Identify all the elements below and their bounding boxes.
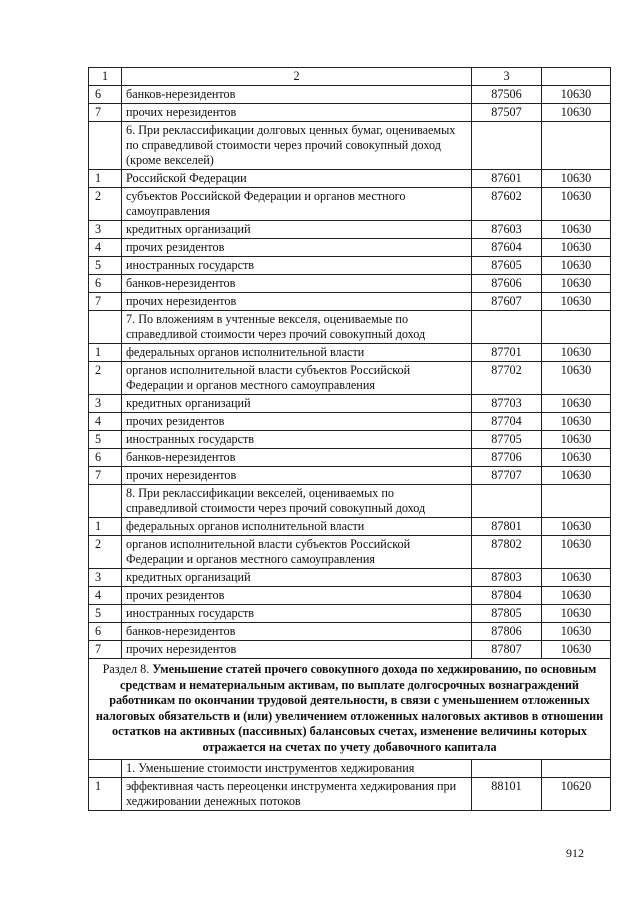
reference-code: 10630 <box>542 239 611 257</box>
reference-code: 10630 <box>542 536 611 569</box>
table-row <box>89 221 611 239</box>
row-name: 1. Уменьшение стоимости инструментов хеджирования <box>122 760 472 778</box>
table-row <box>89 605 611 623</box>
account-code <box>472 311 542 344</box>
page-number: 912 <box>566 846 584 860</box>
table-row <box>89 344 611 362</box>
table-row <box>89 641 611 659</box>
section-row <box>89 659 611 760</box>
table-row <box>89 362 611 395</box>
account-code: 87807 <box>472 641 542 659</box>
row-name: 8. При реклассификации векселей, оцениваемых по справедливой стоимости через прочий совокупный доход <box>122 485 472 518</box>
row-number: 2 <box>89 188 122 221</box>
reference-code <box>542 485 611 518</box>
section-title: Уменьшение статей прочего совокупного дохода по хеджированию, по основным средствам и нематериальным активам, по выплате долгосрочных вознаграждений работникам по окончании трудовой деятельности, в связи с уменьшением отложенных налоговых обязательств и (или) увеличением отложенных налоговых активов в отношении остатков на активных (пассивных) балансовых счетах, изменение величины которых отражается на счетах по учету добавочного капитала <box>95 662 604 754</box>
reference-code: 10630 <box>542 467 611 485</box>
row-name: прочих резидентов <box>122 239 472 257</box>
account-code: 87704 <box>472 413 542 431</box>
header-cell: 1 <box>89 68 122 86</box>
row-number: 5 <box>89 605 122 623</box>
header-cell: 3 <box>472 68 542 86</box>
reference-code: 10630 <box>542 431 611 449</box>
reference-code: 10630 <box>542 104 611 122</box>
account-code: 87804 <box>472 587 542 605</box>
table-row <box>89 188 611 221</box>
accounts-table <box>88 67 611 811</box>
account-code: 87602 <box>472 188 542 221</box>
account-code: 87805 <box>472 605 542 623</box>
row-number: 2 <box>89 362 122 395</box>
table-row <box>89 311 611 344</box>
account-code: 87601 <box>472 170 542 188</box>
table-row <box>89 778 611 811</box>
row-name: прочих нерезидентов <box>122 293 472 311</box>
account-code: 87604 <box>472 239 542 257</box>
row-number: 4 <box>89 239 122 257</box>
header-cell <box>542 68 611 86</box>
row-name: банков-нерезидентов <box>122 623 472 641</box>
table-header-row <box>89 68 611 86</box>
row-number: 1 <box>89 778 122 811</box>
row-number: 5 <box>89 257 122 275</box>
account-code: 87606 <box>472 275 542 293</box>
reference-code <box>542 311 611 344</box>
account-code: 87707 <box>472 467 542 485</box>
row-number: 7 <box>89 641 122 659</box>
row-number <box>89 485 122 518</box>
section-prefix: Раздел 8. <box>102 662 150 676</box>
account-code: 87702 <box>472 362 542 395</box>
table-row <box>89 569 611 587</box>
reference-code: 10630 <box>542 257 611 275</box>
account-code: 87803 <box>472 569 542 587</box>
table-row <box>89 431 611 449</box>
row-name: эффективная часть переоценки инструмента хеджирования при хеджировании денежных потоков <box>122 778 472 811</box>
row-name: прочих резидентов <box>122 587 472 605</box>
header-cell: 2 <box>122 68 472 86</box>
reference-code: 10630 <box>542 293 611 311</box>
account-code: 87705 <box>472 431 542 449</box>
row-number: 4 <box>89 413 122 431</box>
row-name: органов исполнительной власти субъектов Российской Федерации и органов местного самоуправления <box>122 362 472 395</box>
account-code: 87806 <box>472 623 542 641</box>
row-number: 6 <box>89 623 122 641</box>
row-name: банков-нерезидентов <box>122 449 472 467</box>
row-number: 5 <box>89 431 122 449</box>
table-row <box>89 395 611 413</box>
row-name: иностранных государств <box>122 431 472 449</box>
account-code <box>472 485 542 518</box>
table-row <box>89 760 611 778</box>
table-row <box>89 449 611 467</box>
row-number: 6 <box>89 449 122 467</box>
table-row <box>89 239 611 257</box>
account-code: 88101 <box>472 778 542 811</box>
row-number: 6 <box>89 86 122 104</box>
row-name: прочих нерезидентов <box>122 104 472 122</box>
table-row <box>89 413 611 431</box>
row-number: 4 <box>89 587 122 605</box>
row-name: 7. По вложениям в учтенные векселя, оцениваемые по справедливой стоимости через прочий совокупный доход <box>122 311 472 344</box>
reference-code <box>542 760 611 778</box>
row-name: кредитных организаций <box>122 221 472 239</box>
account-code: 87703 <box>472 395 542 413</box>
account-code: 87607 <box>472 293 542 311</box>
row-name: кредитных организаций <box>122 569 472 587</box>
table-row <box>89 104 611 122</box>
reference-code: 10630 <box>542 605 611 623</box>
reference-code: 10620 <box>542 778 611 811</box>
row-name: банков-нерезидентов <box>122 275 472 293</box>
table-row <box>89 536 611 569</box>
reference-code <box>542 122 611 170</box>
account-code: 87802 <box>472 536 542 569</box>
table-row <box>89 257 611 275</box>
table-row <box>89 485 611 518</box>
row-name: прочих нерезидентов <box>122 467 472 485</box>
row-number <box>89 311 122 344</box>
reference-code: 10630 <box>542 641 611 659</box>
reference-code: 10630 <box>542 449 611 467</box>
section-heading <box>89 659 611 760</box>
row-name: субъектов Российской Федерации и органов местного самоуправления <box>122 188 472 221</box>
row-number: 7 <box>89 467 122 485</box>
row-number: 7 <box>89 104 122 122</box>
row-number: 3 <box>89 395 122 413</box>
account-code <box>472 122 542 170</box>
reference-code: 10630 <box>542 362 611 395</box>
reference-code: 10630 <box>542 569 611 587</box>
row-number <box>89 122 122 170</box>
account-code <box>472 760 542 778</box>
row-name: Российской Федерации <box>122 170 472 188</box>
row-number: 3 <box>89 569 122 587</box>
row-name: прочих резидентов <box>122 413 472 431</box>
row-number <box>89 760 122 778</box>
reference-code: 10630 <box>542 518 611 536</box>
table-row <box>89 293 611 311</box>
row-name: 6. При реклассификации долговых ценных бумаг, оцениваемых по справедливой стоимости через прочий совокупный доход (кроме векселей) <box>122 122 472 170</box>
account-code: 87506 <box>472 86 542 104</box>
account-code: 87507 <box>472 104 542 122</box>
row-name: федеральных органов исполнительной власти <box>122 518 472 536</box>
table-row <box>89 122 611 170</box>
account-code: 87706 <box>472 449 542 467</box>
account-code: 87603 <box>472 221 542 239</box>
reference-code: 10630 <box>542 188 611 221</box>
table-row <box>89 623 611 641</box>
reference-code: 10630 <box>542 344 611 362</box>
row-number: 6 <box>89 275 122 293</box>
reference-code: 10630 <box>542 587 611 605</box>
row-number: 3 <box>89 221 122 239</box>
reference-code: 10630 <box>542 413 611 431</box>
row-number: 1 <box>89 344 122 362</box>
account-code: 87605 <box>472 257 542 275</box>
reference-code: 10630 <box>542 86 611 104</box>
row-number: 2 <box>89 536 122 569</box>
reference-code: 10630 <box>542 221 611 239</box>
reference-code: 10630 <box>542 170 611 188</box>
row-number: 7 <box>89 293 122 311</box>
row-name: прочих нерезидентов <box>122 641 472 659</box>
table-row <box>89 467 611 485</box>
row-name: кредитных организаций <box>122 395 472 413</box>
row-name: банков-нерезидентов <box>122 86 472 104</box>
row-name: органов исполнительной власти субъектов Российской Федерации и органов местного самоуправления <box>122 536 472 569</box>
row-number: 1 <box>89 518 122 536</box>
table-row <box>89 170 611 188</box>
table-row <box>89 86 611 104</box>
table-row <box>89 275 611 293</box>
account-code: 87801 <box>472 518 542 536</box>
reference-code: 10630 <box>542 623 611 641</box>
row-name: федеральных органов исполнительной власти <box>122 344 472 362</box>
account-code: 87701 <box>472 344 542 362</box>
table-row <box>89 587 611 605</box>
reference-code: 10630 <box>542 275 611 293</box>
row-name: иностранных государств <box>122 257 472 275</box>
table-row <box>89 518 611 536</box>
row-number: 1 <box>89 170 122 188</box>
reference-code: 10630 <box>542 395 611 413</box>
row-name: иностранных государств <box>122 605 472 623</box>
